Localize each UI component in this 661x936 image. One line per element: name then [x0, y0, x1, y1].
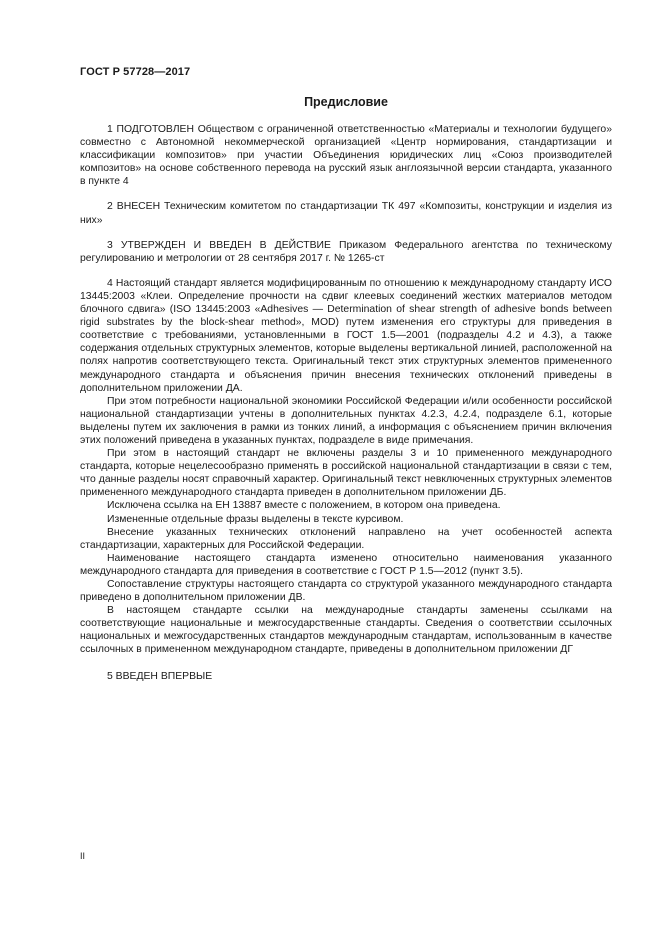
paragraph-name-change: Наименование настоящего стандарта изменено относительно наименования указанного международного стандарта для приведения в соответствие с ГОСТ Р 1.5—2012 (пункт 3.5). — [80, 552, 612, 577]
paragraph-item-1: 1 ПОДГОТОВЛЕН Обществом с ограниченной ответственностью «Материалы и технологии будущего» совместно с Автономной некоммерческой организацией «Центр нормирования, стандартизации и классификации композитов» при участии Объединения юридических лиц «Союз производителей композитов» на основе собственного перевода на русский язык англоязычной версии стандарта, указанного в пункте 4 — [80, 124, 612, 188]
paragraph-item-2: 2 ВНЕСЕН Техническим комитетом по стандартизации ТК 497 «Композиты, конструкции и изделия из них» — [80, 201, 612, 226]
paragraph-excluded-sections: При этом в настоящий стандарт не включены разделы 3 и 10 примененного международного стандарта, которые нецелесообразно применять в российской национальной стандартизации в связи с тем, что данные разделы носят справочный характер. Оригинальный текст невключенных структурных элементов примененного международного стандарта приведен в дополнительном приложении ДБ. — [80, 448, 612, 499]
paragraph-excluded-reference: Исключена ссылка на ЕН 13887 вместе с положением, в котором она приведена. — [107, 500, 501, 512]
paragraph-italic-phrases: Измененные отдельные фразы выделены в тексте курсивом. — [107, 513, 404, 525]
paragraph-national-needs: При этом потребности национальной экономики Российской Федерации и/или особенности российской национальной стандартизации учтены в дополнительных пунктах 4.2.3, 4.2.4, подразделе 6.1, которые выделены путем их заключения в рамки из тонких линий, а информация с объяснением причин включения этих положений приведена в указанных пунктах, подразделе в виде примечания. — [80, 395, 612, 446]
paragraph-item-3: 3 УТВЕРЖДЕН И ВВЕДЕН В ДЕЙСТВИЕ Приказом Федерального агентства по техническому регулированию и метрологии от 28 сентября 2017 г. № 1265-ст — [80, 239, 612, 264]
document-body — [80, 123, 612, 683]
section-title: Предисловие — [304, 95, 388, 109]
document-header: ГОСТ Р 57728—2017 — [80, 66, 191, 78]
page-number: II — [80, 851, 86, 861]
paragraph-deviations: Внесение указанных технических отклонений направлено на учет особенностей аспекта стандартизации, характерных для Российской Федерации. — [80, 526, 612, 551]
paragraph-item-4: 4 Настоящий стандарт является модифицированным по отношению к международному стандарту ИСО 13445:2003 «Клеи. Определение прочности на сдвиг клеевых соединений жестких материалов методом блочного сдвига» (ISO 13445:2003 «Adhesives — Determination of shear strength of adhesive bonds between rigid substrates by the block-shear method», MOD) путем изменения его структуры для приведения в соответствие с требованиями, установленными в ГОСТ 1.5—2001 (подразделы 4.2 и 4.3), а также содержания отдельных структурных элементов, которые выделены вертикальной линией, расположенной на полях напротив соответствующего текста. Оригинальный текст этих структурных элементов примененного международного стандарта и объяснения причин внесения технических отклонений приведены в дополнительном приложении ДА. — [80, 277, 612, 394]
paragraph-structure-comparison: Сопоставление структуры настоящего стандарта со структурой указанного международного стандарта приведено в дополнительном приложении ДВ. — [80, 579, 612, 604]
paragraph-references: В настоящем стандарте ссылки на международные стандарты заменены ссылками на соответствующие национальные и межгосударственные стандарты. Сведения о соответствии ссылочных национальных и межгосударственных стандартов международным стандартам, использованным в качестве ссылочных в примененном международном стандарте, приведены в дополнительном приложении ДГ — [80, 605, 612, 656]
paragraph-item-5: 5 ВВЕДЕН ВПЕРВЫЕ — [107, 670, 213, 682]
